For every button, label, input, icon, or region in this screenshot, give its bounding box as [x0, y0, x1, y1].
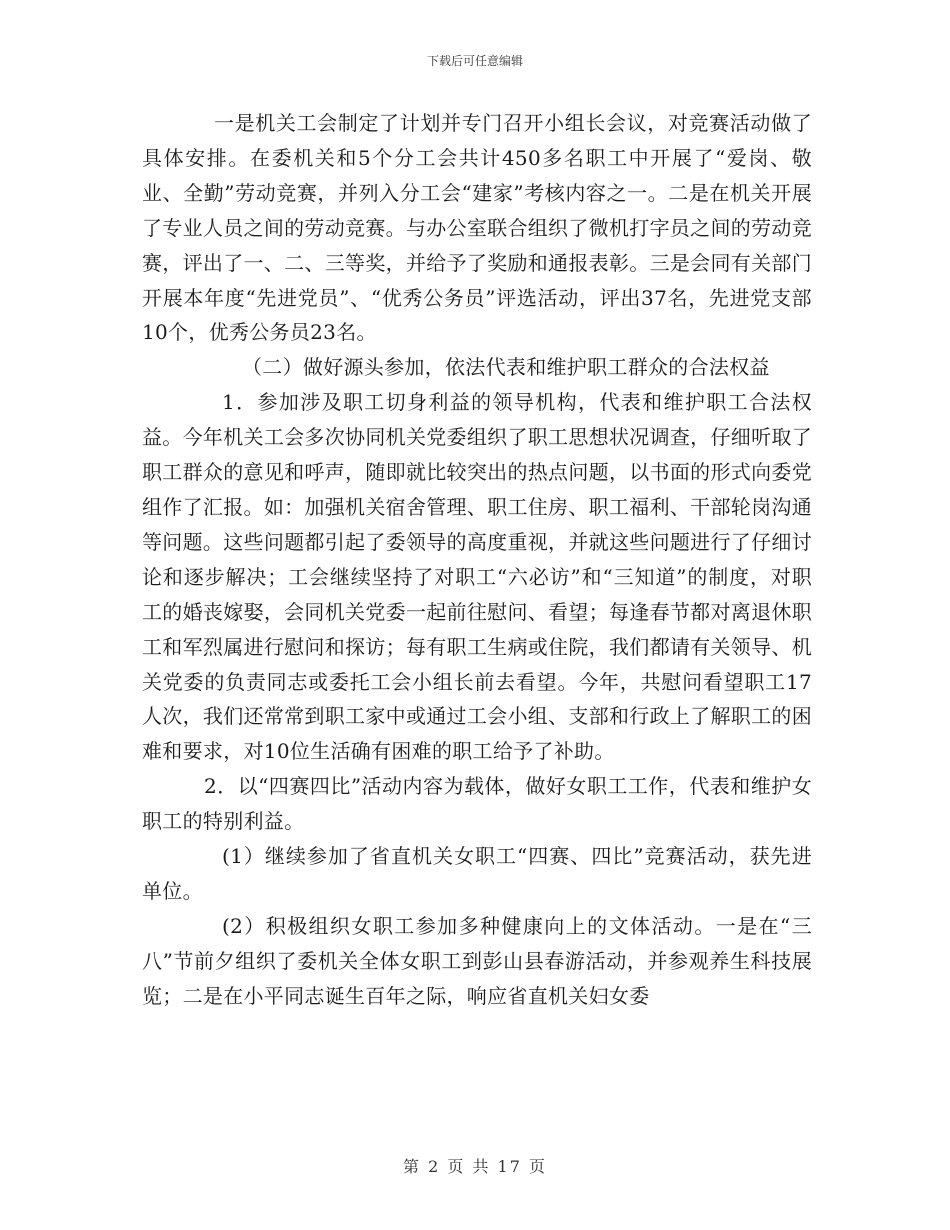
paragraph-item-1: 1．参加涉及职工切身利益的领导机构，代表和维护职工合法权益。今年机关工会多次协同机关党委组织了职工思想状况调查，仔细听取了职工群众的意见和呼声，随即就比较突出的热点问题，以书面的形式向委党组作了汇报。如：加强机关宿舍管理、职工住房、职工福利、干部轮岗沟通等问题。这些问题都引起了委领导的高度重视，并就这些问题进行了仔细讨论和逐步解决；工会继续坚持了对职工“六必访”和“三知道”的制度，对职工的婚丧嫁娶，会同机关党委一起前往慰问、看望；每逢春节都对离退休职工和军烈属进行慰问和探访；每有职工生病或住院，我们都请有关领导、机关党委的负责同志或委托工会小组长前去看望。今年，共慰问看望职工17人次，我们还常常到职工家中或通过工会小组、支部和行政上了解职工的困难和要求，对10位生活确有困难的职工给予了补助。 [142, 390, 812, 764]
page-number: 第 2 页 共 17 页 [403, 1157, 547, 1176]
paragraph-subitem-2: (2）积极组织女职工参加多种健康向上的文体活动。一是在“三八”节前夕组织了委机关全体女职工到彭山县春游活动，并参观养生科技展览；二是在小平同志诞生百年之际，响应省直机关妇女委 [142, 913, 812, 1008]
paragraph-competition: 一是机关工会制定了计划并专门召开小组长会议，对竞赛活动做了具体安排。在委机关和5个分工会共计450多名职工中开展了“爱岗、敬业、全勤”劳动竞赛，并列入分工会“建家”考核内容之一。二是在机关开展了专业人员之间的劳动竞赛。与办公室联合组织了微机打字员之间的劳动竞赛，评出了一、二、三等奖，并给予了奖励和通报表彰。三是会同有关部门开展本年度“先进党员”、“优秀公务员”评选活动，评出37名，先进党支部10个，优秀公务员23名。 [142, 111, 812, 345]
paragraph-item-2: 2．以“四赛四比”活动内容为载体，做好女职工工作，代表和维护女职工的特别利益。 [142, 774, 812, 834]
paragraph-subitem-1: (1）继续参加了省直机关女职工“四赛、四比”竞赛活动，获先进单位。 [142, 844, 812, 903]
section-heading-2: （二）做好源头参加，依法代表和维护职工群众的合法权益 [242, 355, 770, 380]
page-header: 下载后可任意编辑 [426, 54, 523, 68]
document-body [142, 106, 812, 1014]
